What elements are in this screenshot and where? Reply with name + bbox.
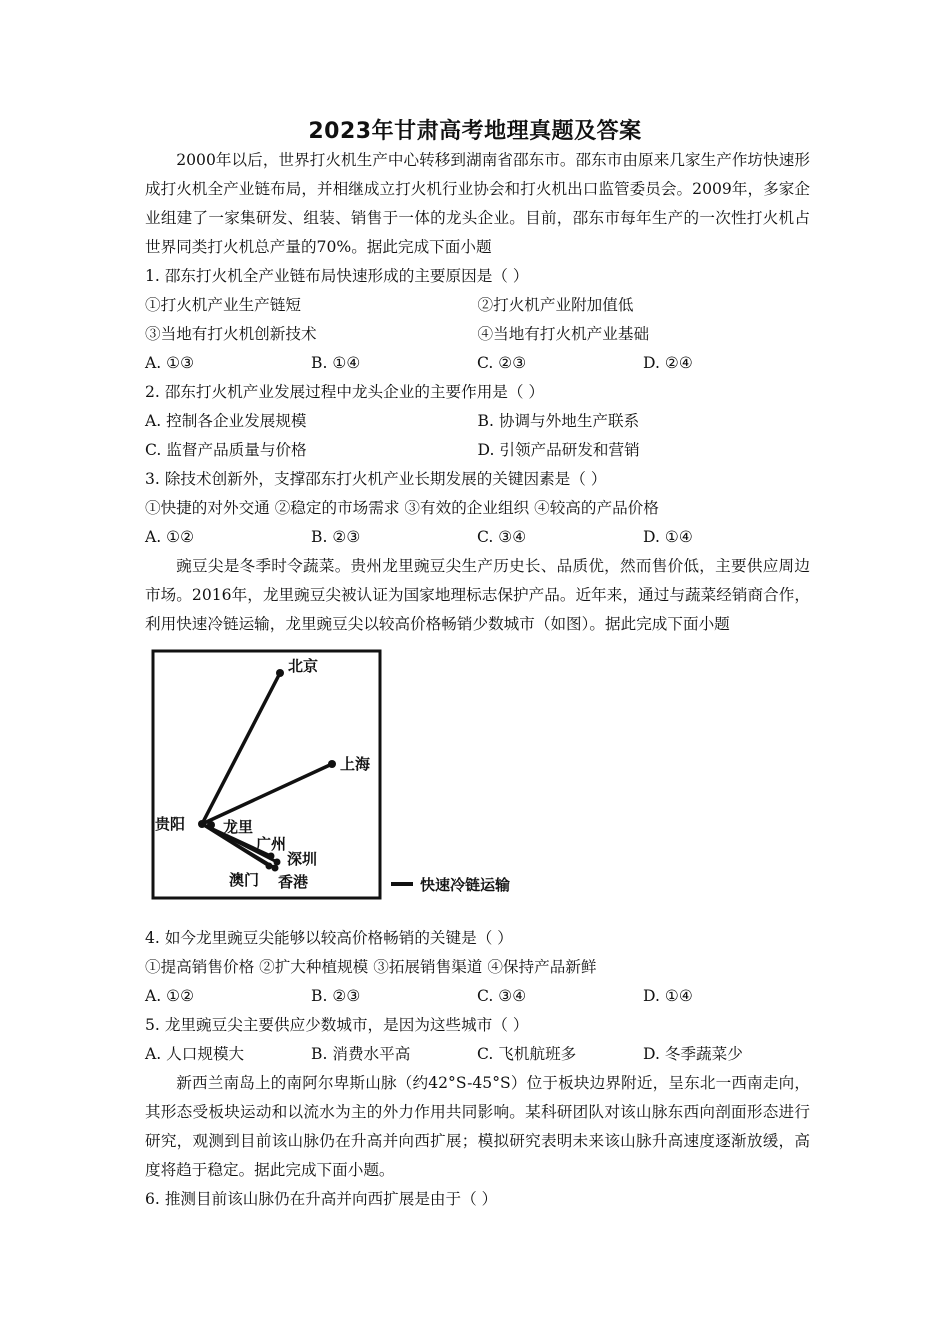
question-4-stem: 4. 如今龙里豌豆尖能够以较高价格畅销的关键是（ ） <box>145 929 513 947</box>
label-shenzhen: 深圳 <box>287 850 318 868</box>
question-1-option-d: D. ②④ <box>643 354 693 372</box>
map-frame <box>153 651 380 898</box>
question-5-option-a: A. 人口规模大 <box>145 1045 245 1063</box>
question-1-options <box>145 349 810 378</box>
shanghai-dot <box>328 760 336 768</box>
question-3-option-a: A. ①② <box>145 528 195 546</box>
question-5-options <box>145 1040 810 1069</box>
hongkong-dot <box>272 865 279 872</box>
question-4-option-c: C. ③④ <box>477 987 527 1005</box>
question-2-options-row2 <box>145 436 810 465</box>
longli-dot <box>207 821 215 829</box>
question-1-item-1: ①打火机产业生产链短 <box>145 296 301 314</box>
document-body <box>145 146 810 1214</box>
label-guangzhou: 广州 <box>256 835 287 853</box>
route-to-beijing <box>202 673 280 824</box>
question-5-option-c: C. 飞机航班多 <box>477 1045 577 1063</box>
question-3-stem: 3. 除技术创新外，支撑邵东打火机产业长期发展的关键因素是（ ） <box>145 470 607 488</box>
cold-chain-map <box>145 646 810 916</box>
label-hongkong: 香港 <box>278 873 309 891</box>
question-1-items-row1 <box>145 291 810 320</box>
route-to-shanghai <box>202 764 332 824</box>
question-5-stem: 5. 龙里豌豆尖主要供应少数城市，是因为这些城市（ ） <box>145 1016 529 1034</box>
question-2-option-b: B. 协调与外地生产联系 <box>477 412 640 430</box>
question-6-stem: 6. 推测目前该山脉仍在升高并向西扩展是由于（ ） <box>145 1190 498 1208</box>
question-3-options <box>145 523 810 552</box>
question-1-item-4: ④当地有打火机产业基础 <box>477 325 650 343</box>
question-4-option-b: B. ②③ <box>311 987 361 1005</box>
label-beijing: 北京 <box>288 657 319 675</box>
label-shanghai: 上海 <box>340 755 371 773</box>
question-2-stem: 2. 邵东打火机产业发展过程中龙头企业的主要作用是（ ） <box>145 383 545 401</box>
question-3-option-d: D. ①④ <box>643 528 693 546</box>
question-1-option-a: A. ①③ <box>145 354 195 372</box>
question-5-option-d: D. 冬季蔬菜少 <box>643 1045 743 1063</box>
question-2-option-d: D. 引领产品研发和营销 <box>477 441 640 459</box>
question-4-option-d: D. ①④ <box>643 987 693 1005</box>
label-longli: 龙里 <box>223 818 254 836</box>
question-4-option-a: A. ①② <box>145 987 195 1005</box>
guangzhou-dot <box>268 853 275 860</box>
beijing-dot <box>276 669 284 677</box>
question-2-options-row1 <box>145 407 810 436</box>
question-1-option-b: B. ①④ <box>311 354 361 372</box>
passage-southern-alps: 新西兰南岛上的南阿尔卑斯山脉（约42°S-45°S）位于板块边界附近，呈东北一西南走向，其形态受板块运动和以流水为主的外力作用共同影响。某科研团队对该山脉东西向剖面形态进行研究，观测到目前该山脉仍在升高并向西扩展；模拟研究表明未来该山脉升高速度逐渐放缓，高度将趋于稳定。据此完成下面小题。 <box>145 1074 810 1179</box>
question-3-option-b: B. ②③ <box>311 528 361 546</box>
question-5-option-b: B. 消费水平高 <box>311 1045 411 1063</box>
shenzhen-dot <box>274 859 281 866</box>
question-1-item-3: ③当地有打火机创新技术 <box>145 325 317 343</box>
question-2-option-c: C. 监督产品质量与价格 <box>145 441 307 459</box>
question-1-items-row2 <box>145 320 810 349</box>
passage-pea-shoots: 豌豆尖是冬季时令蔬菜。贵州龙里豌豆尖生产历史长、品质优，然而售价低，主要供应周边市场。2016年，龙里豌豆尖被认证为国家地理标志保护产品。近年来，通过与蔬菜经销商合作，利用快速冷链运输，龙里豌豆尖以较高价格畅销少数城市（如图）。据此完成下面小题 <box>145 557 810 633</box>
question-1-item-2: ②打火机产业附加值低 <box>477 296 634 314</box>
passage-lighter: 2000年以后，世界打火机生产中心转移到湖南省邵东市。邵东市由原来几家生产作坊快速形成打火机全产业链布局，并相继成立打火机行业协会和打火机出口监管委员会。2009年，多家企业组建了一家集研发、组装、销售于一体的龙头企业。目前，邵东市每年生产的一次性打火机占世界同类打火机总产量的70%。据此完成下面小题 <box>145 151 810 256</box>
question-3-items: ①快捷的对外交通 ②稳定的市场需求 ③有效的企业组织 ④较高的产品价格 <box>145 499 659 517</box>
cold-chain-map-svg <box>145 646 565 916</box>
legend-label: 快速冷链运输 <box>420 876 511 894</box>
question-3-option-c: C. ③④ <box>477 528 527 546</box>
question-4-options <box>145 982 810 1011</box>
question-1-option-c: C. ②③ <box>477 354 527 372</box>
page-title: 2023年甘肃高考地理真题及答案 <box>308 119 642 144</box>
label-macau: 澳门 <box>229 871 260 889</box>
question-4-items: ①提高销售价格 ②扩大种植规模 ③拓展销售渠道 ④保持产品新鲜 <box>145 958 597 976</box>
question-1-stem: 1. 邵东打火机全产业链布局快速形成的主要原因是（ ） <box>145 267 529 285</box>
guiyang-dot <box>198 820 206 828</box>
label-guiyang: 贵阳 <box>155 815 186 833</box>
macau-dot <box>266 863 273 870</box>
question-2-option-a: A. 控制各企业发展规模 <box>145 412 307 430</box>
